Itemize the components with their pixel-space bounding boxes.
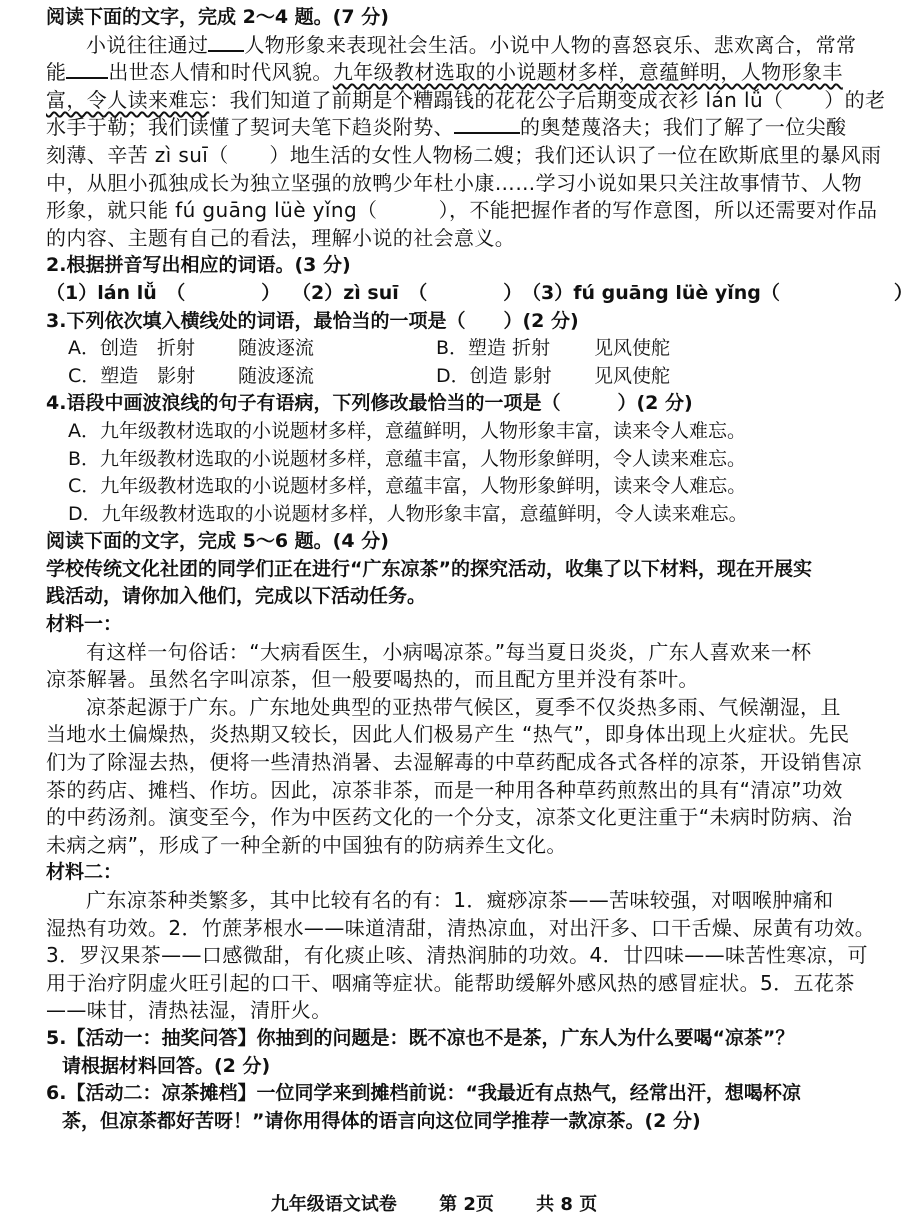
fill-blank-3[interactable]	[454, 114, 520, 134]
question-5-stem: 请根据材料回答。(2 分)	[62, 1054, 271, 1077]
material-2-line: ——味甘，清热祛湿，清肝火。	[46, 998, 332, 1023]
q3-option-row	[46, 335, 834, 363]
material-1-line: 凉茶起源于广东。广东地处典型的亚热带气候区，夏季不仅炎热多雨、气候潮湿，且	[86, 694, 841, 719]
question-2-items	[46, 280, 913, 308]
q2-item-1[interactable]: （1）lán lǚ （ ）	[46, 281, 281, 304]
material-1-line: 未病之病”，形成了一种全新的中国独有的防病养生文化。	[46, 832, 567, 857]
wavy-sentence: 九年级教材选取的小说题材多样，意蕴鲜明，人物形象丰	[332, 60, 843, 85]
section1-passage	[46, 32, 886, 253]
q4-option-d[interactable]: D．九年级教材选取的小说题材多样，人物形象丰富，意蕴鲜明，令人读来难忘。	[68, 502, 748, 525]
footer-exam-name: 九年级语文试卷	[270, 1194, 397, 1215]
passage-text: 出世态人情和时代风貌。	[108, 60, 333, 85]
material-1-line: 茶的药店、摊档、作坊。因此，凉茶非茶，而是一种用各种草药煎熬出的具有“清凉”功效	[46, 777, 843, 802]
question-4-stem: 4.语段中画波浪线的句子有语病，下列修改最恰当的一项是（ ）(2 分)	[46, 392, 693, 415]
page-footer	[0, 1190, 868, 1216]
q2-item-2[interactable]: （2）zì suī （ ）	[292, 281, 523, 304]
passage-text: 的奥楚蔑洛夫；我们了解了一位尖酸	[520, 115, 847, 140]
footer-total-pages: 共 8 页	[536, 1194, 598, 1215]
material-2-line: 广东凉茶种类繁多，其中比较有名的有：1．癍痧凉茶——苦味较强，对咽喉肿痛和	[86, 888, 834, 912]
q3-option-d[interactable]: D．创造 影射	[436, 364, 552, 387]
passage-text: 中，从胆小孤独成长为独立坚强的放鸭少年杜小康……学习小说如果只关注故事情节、人物	[46, 170, 862, 195]
q4-option-b[interactable]: B．九年级教材选取的小说题材多样，意蕴丰富，人物形象鲜明，令人读来难忘。	[68, 447, 747, 470]
passage-text: 刻薄、辛苦 zì suī（ ）地生活的女性人物杨二嫂；我们还认识了一位在欧斯底里的暴风雨	[46, 142, 882, 167]
material-1-line: 当地水土偏燥热，炎热期又较长，因此人们极易产生 “热气”，即身体出现上火症状。先民	[46, 722, 850, 747]
footer-page-number: 第 2页	[439, 1194, 494, 1215]
passage-text: 能	[46, 60, 67, 85]
material-1-line: 有这样一句俗话：“大病看医生，小病喝凉茶。”每当夏日炎炎，广东人喜欢来一杯	[86, 639, 812, 664]
fill-blank-2[interactable]	[66, 59, 108, 79]
q3-option-c[interactable]: C．塑造 影射	[68, 364, 196, 387]
material-2-line: 用于治疗阴虚火旺引起的口干、咽痛等症状。能帮助缓解外感风热的感冒症状。5．五花茶	[46, 970, 855, 995]
q3-option-a[interactable]: A．创造 折射	[68, 337, 195, 360]
question-3-stem: 3.下列依次填入横线处的词语，最恰当的一项是（ ）(2 分)	[46, 309, 579, 332]
passage-text: 人物形象来表现社会生活。小说中人物的喜怒哀乐、悲欢离合，常常	[244, 32, 857, 57]
material-2-line: 湿热有功效。2．竹蔗茅根水——味道清甜，清热凉血，对出汗多、口干舌燥、尿黄有功效。	[46, 915, 876, 940]
question-5-stem: 5.【活动一：抽奖问答】你抽到的问题是：既不凉也不是茶，广东人为什么要喝“凉茶”？	[46, 1026, 795, 1049]
q3-option-c-idiom: 随波逐流	[238, 364, 315, 387]
section1-header: 阅读下面的文字，完成 2～4 题。(7 分)	[46, 6, 389, 28]
q4-option-a[interactable]: A．九年级教材选取的小说题材多样，意蕴鲜明，人物形象丰富，读来令人难忘。	[68, 419, 746, 442]
section2-intro-line: 践活动，请你加入他们，完成以下活动任务。	[46, 585, 427, 608]
wavy-sentence: 富，令人读来难忘	[46, 87, 210, 112]
q3-option-b[interactable]: B．塑造 折射	[436, 337, 551, 360]
passage-text: ：我们知道了前期是个糟蹋钱的花花公子后期变成衣衫 lán lǚ（ ）的老	[209, 87, 886, 112]
section2-intro-line: 学校传统文化社团的同学们正在进行“广东凉茶”的探究活动，收集了以下材料，现在开展实	[46, 557, 812, 580]
material-2-line: 3．罗汉果茶——口感微甜，有化痰止咳、清热润肺的功效。4．廿四味——味苦性寒凉，可	[46, 943, 868, 968]
passage-text: 的内容、主题有自己的看法，理解小说的社会意义。	[46, 225, 516, 250]
question-6-stem: 茶，但凉茶都好苦呀！”请你用得体的语言向这位同学推荐一款凉茶。(2 分)	[62, 1109, 701, 1132]
passage-text: 小说往往通过	[86, 32, 209, 57]
material-1-line: 凉茶解暑。虽然名字叫凉茶，但一般要喝热的，而且配方里并没有茶叶。	[46, 667, 699, 692]
passage-text: 水手于勒；我们读懂了契诃夫笔下趋炎附势、	[46, 115, 454, 140]
q3-option-a-idiom: 随波逐流	[238, 337, 315, 360]
material-1-line: 的中药汤剂。演变至今，作为中医药文化的一个分支，凉茶文化更注重于“未病时防病、治	[46, 805, 853, 830]
passage-text: 形象，就只能 fú guāng lüè yǐng（ ），不能把握作者的写作意图，所以还需要对作品	[46, 198, 878, 223]
material-1-title: 材料一：	[46, 613, 123, 636]
fill-blank-1[interactable]	[208, 32, 244, 52]
q4-option-c[interactable]: C．九年级教材选取的小说题材多样，意蕴丰富，人物形象鲜明，读来令人难忘。	[68, 475, 747, 498]
q3-option-d-idiom: 见风使舵	[594, 364, 671, 387]
q3-option-b-idiom: 见风使舵	[594, 337, 671, 360]
material-2-title: 材料二：	[46, 861, 123, 884]
material-1-line: 们为了除湿去热，便将一些清热消暑、去湿解毒的中草药配成各式各样的凉茶，开设销售凉	[46, 750, 862, 775]
question-2-stem: 2.根据拼音写出相应的词语。(3 分)	[46, 254, 351, 277]
q3-option-row	[46, 363, 834, 391]
question-6-stem: 6.【活动二：凉茶摊档】一位同学来到摊档前说：“我最近有点热气，经常出汗，想喝杯凉	[46, 1082, 801, 1105]
section2-header: 阅读下面的文字，完成 5～6 题。(4 分)	[46, 530, 389, 553]
q2-item-3[interactable]: （3）fú guāng lüè yǐng（ ）	[522, 281, 913, 304]
